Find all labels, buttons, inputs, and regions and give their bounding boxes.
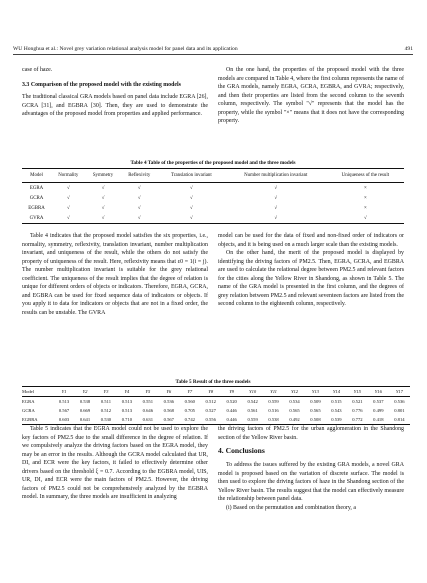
paragraph-conclusions: To address the issues suffered by the existing GRA models, a novel GRA model is proposed based on the variation of discrete surface. The model is then used to explore the driving factors of haze in the Shandong section of the Yellow River basin. The results suggest that the model can effectively measure the relationship between panel data.: [218, 462, 404, 502]
table-5-header-cell: Y17: [395, 389, 403, 394]
table-cell: 0.418: [373, 417, 384, 422]
table-cell: √: [66, 185, 70, 191]
table-cell: 0.561: [247, 408, 258, 413]
table-5-header-cell: Y16: [374, 389, 382, 394]
table-cell: 0.559: [268, 399, 279, 404]
table-row: [22, 203, 404, 213]
table-cell: 0.513: [121, 399, 133, 404]
table-cell: 0.513: [58, 399, 70, 404]
table-cell: 0.710: [121, 417, 133, 422]
table-row: [22, 397, 410, 407]
left-column-top: [22, 66, 208, 119]
paragraph-properties: On the one hand, the properties of the proposed model with the three models are compared in Table 4, where the first column represents the name of the GRA models, namely EGRA, GCRA, EGBRA, and GVRA; respectively, and then their properties are listed from the second column to the seventh column, respectively. The symbol "√" represents that the model has the property, while the symbol "×" means that it does not have the corresponding property.: [218, 67, 404, 124]
table-4-header-cell: Number multiplication invariant: [244, 172, 308, 178]
table-4-header-cell: Model: [30, 172, 43, 178]
table-cell: 0.520: [226, 399, 237, 404]
table-row: [22, 193, 404, 203]
table-cell: EGBRA: [22, 417, 38, 422]
table-cell: GCRA: [22, 408, 35, 413]
table-cell: EGRA: [22, 399, 35, 404]
table-cell: 0.530: [100, 417, 112, 422]
table-5-header-cell: Y15: [353, 389, 361, 394]
paragraph-driving-factors: On the other hand, the merit of the proposed model is displayed by identifying the driving factors of PM2.5. Then, EGRA, GCRA, and EGBRA are used to calculate the relational degree between PM2.5 and relevant factors for the cities along the Yellow River in Shandong, as shown in Table 5. The name of the GRA model is presented in the first column, and the degrees of grey relation between PM2.5 and relevant seventeen factors are listed from the second column to the eighteenth column, respectively.: [218, 250, 404, 307]
left-column-middle: [22, 232, 208, 317]
table-row: [22, 415, 410, 425]
table-cell: 0.631: [142, 417, 154, 422]
table-cell: 0.509: [310, 399, 321, 404]
table-cell: 0.603: [58, 417, 70, 422]
table-cell: 0.499: [373, 408, 384, 413]
table-cell: 0.646: [142, 408, 154, 413]
table-cell: 0.512: [100, 408, 112, 413]
table-cell: 0.515: [331, 399, 342, 404]
table-cell: 0.538: [79, 399, 91, 404]
table-cell: 0.559: [247, 417, 258, 422]
table-cell: 0.556: [205, 417, 216, 422]
table-row: [22, 406, 410, 415]
right-column-middle: [218, 232, 404, 309]
table-cell: 0.492: [289, 417, 300, 422]
table-cell: 0.512: [205, 399, 216, 404]
table-cell: 0.567: [58, 408, 70, 413]
table-cell: √: [66, 205, 70, 211]
table-5-header-cell: Y7: [187, 389, 193, 394]
section-heading-3-3: 3.3 Comparison of the proposed model with the existing models: [22, 81, 181, 88]
table-cell: 0.542: [247, 399, 258, 404]
table-cell: √: [137, 205, 141, 211]
table-5-header-cell: Y14: [332, 389, 340, 394]
table-cell: √: [66, 215, 70, 221]
table-cell: √: [66, 195, 70, 201]
table-cell: √: [101, 185, 105, 191]
table-cell: 0.772: [352, 417, 363, 422]
table-cell: √: [274, 205, 278, 211]
table-cell: √: [190, 185, 193, 191]
table-cell: √: [190, 215, 193, 221]
table-4-header-cell: Normality: [58, 172, 79, 178]
table-cell: EGRA: [29, 185, 44, 191]
table-5-header-cell: Y12: [290, 389, 299, 394]
table-cell: √: [190, 195, 193, 201]
table-5-header-cell: Y4: [124, 389, 130, 394]
table-cell: √: [137, 195, 141, 201]
table-cell: √: [101, 205, 105, 211]
table-cell: 0.814: [394, 417, 405, 422]
table-cell: 0.527: [205, 408, 216, 413]
table-cell: 0.551: [142, 399, 154, 404]
table-cell: 0.508: [310, 417, 321, 422]
table-5-header-cell: Y8: [208, 389, 214, 394]
table-5-header-cell: Y3: [103, 389, 109, 394]
running-header: [13, 44, 413, 55]
table-cell: √: [274, 215, 278, 221]
table-cell: 0.641: [79, 417, 91, 422]
table-cell: ×: [364, 205, 367, 211]
table-cell: √: [274, 185, 278, 191]
table-cell: 0.516: [268, 408, 279, 413]
table-cell: 0.538: [268, 417, 279, 422]
right-column-bottom: [218, 425, 404, 512]
table-4-header-cell: Translation invariant: [171, 172, 212, 178]
table-5-header-cell: Y5: [145, 389, 151, 394]
table-cell: 0.565: [289, 408, 300, 413]
table-cell: GVRA: [29, 215, 44, 221]
table-cell: 0.543: [331, 408, 342, 413]
table-cell: √: [101, 195, 105, 201]
table-cell: 0.513: [121, 408, 133, 413]
table-5: [22, 386, 410, 425]
section-heading-conclusions: 4. Conclusions: [218, 446, 265, 455]
table-cell: 0.669: [79, 408, 91, 413]
table-4-header-cell: Symmetry: [92, 172, 114, 178]
paragraph-continuation: case of haze.: [22, 67, 53, 73]
table-cell: 0.565: [310, 408, 321, 413]
table-5-header-cell: Y2: [82, 389, 88, 394]
paragraph-intro-comparison: The traditional classical GRA models based on panel data include EGRA [26], GCRA [31], and EGBRA [30]. Then, they are used to demonstrate the advantages of the proposed model from properties and applied performance.: [22, 94, 208, 117]
table-cell: √: [101, 215, 105, 221]
paragraph-table-5-discussion: Table 5 indicates that the EGRA model could not be used to explore the key factors of PM2.5 due to the small difference in the degree of relation. If we compulsively analyze the driving factors based on the EGRA model, they may be an error in the results. Although the GCRA model calculated that UR, DI, and ECR were the key factors, it failed to effectively determine other drivers based on the threshold ξ = 0.7. According to the EGBRA model, UIS, UR, DI, and ECR were the main factors of PM2.5. However, the driving factors of PM2.5 could not be comprehensively analyzed by the EGBRA model. In summary, the three models are insufficient in analyzing: [22, 426, 208, 500]
table-4-header-row: [22, 169, 404, 183]
table-5-header-row: [22, 387, 410, 397]
table-4-caption: Table 4 Table of the properties of the proposed model and the three models: [130, 160, 296, 166]
table-cell: 0.776: [352, 408, 363, 413]
table-cell: GCRA: [29, 195, 44, 201]
table-5-header-cell: Y10: [249, 389, 257, 394]
table-5-caption: Table 5 Result of the three models: [175, 379, 251, 385]
table-cell: ×: [364, 185, 367, 191]
table-5-header-cell: Y9: [229, 389, 235, 394]
running-header-title: WU Honghua et al.: Novel grey variation relational analysis model for panel data and its application: [13, 46, 238, 52]
table-cell: 0.446: [226, 408, 237, 413]
table-cell: 0.536: [394, 399, 405, 404]
table-cell: 0.536: [163, 399, 174, 404]
table-cell: √: [137, 185, 141, 191]
table-cell: √: [137, 215, 141, 221]
table-cell: 0.521: [352, 399, 363, 404]
table-5-header-cell: Model: [22, 389, 34, 394]
table-cell: 0.568: [163, 408, 174, 413]
table-cell: 0.801: [394, 408, 405, 413]
table-4-header-cell: Uniqueness of the result: [341, 172, 390, 178]
table-cell: 0.537: [373, 399, 384, 404]
table-cell: 0.705: [184, 408, 195, 413]
table-row: [22, 213, 404, 224]
right-column-top: [218, 66, 404, 126]
table-cell: ×: [364, 195, 367, 201]
table-5-header-cell: Y13: [311, 389, 320, 394]
table-cell: 0.511: [100, 399, 112, 404]
table-5-header-cell: Y11: [270, 389, 277, 394]
table-cell: √: [274, 195, 278, 201]
paragraph-conclusion-item-i: (i) Based on the permutation and combination theory, a: [226, 504, 356, 511]
table-4: [22, 168, 404, 224]
paragraph-table-4-discussion: Table 4 indicates that the proposed model satisfies the six properties, i.e., normality, symmetry, reflexivity, translation invariant, number multiplication invariant, and uniqueness of the result, while the others do not satisfy the property of uniqueness of the result. Here, reflexivity means that ε0 = 1(i = j). The number multiplication invariant is suitable for the grey relational coefficient. The uniqueness of the result implies that the degree of relation is unique for different orders of objects or indicators. Therefore, EGRA, GCRA, and EGBRA can be used for fixed sequence data of indicators or objects. If you apply it to data for indicators or objects that are not in a fixed order, the results can be unstable. The GVRA: [22, 233, 208, 316]
table-cell: 0.560: [184, 399, 195, 404]
table-cell: EGBRA: [28, 205, 45, 211]
table-cell: 0.539: [331, 417, 342, 422]
paragraph-gvra-scope: model can be used for the data of fixed and non-fixed order of indicators or objects, and it is being used on a much larger scale than the existing models.: [218, 233, 404, 248]
table-cell: √: [190, 205, 193, 211]
table-5-header-cell: Y1: [61, 389, 67, 394]
page-number: 491: [404, 46, 413, 52]
left-column-bottom: [22, 425, 208, 502]
table-cell: 0.534: [289, 399, 300, 404]
table-5-header-cell: Y6: [166, 389, 172, 394]
table-cell: 0.742: [184, 417, 195, 422]
table-cell: 0.446: [226, 417, 237, 422]
table-row: [22, 183, 404, 194]
table-cell: 0.567: [163, 417, 174, 422]
paragraph-driving-factors-end: the driving factors of PM2.5 for the urban agglomeration in the Shandong section of the Yellow River basin.: [218, 426, 404, 441]
table-cell: √: [364, 215, 367, 221]
table-4-header-cell: Reflexivity: [128, 172, 151, 178]
